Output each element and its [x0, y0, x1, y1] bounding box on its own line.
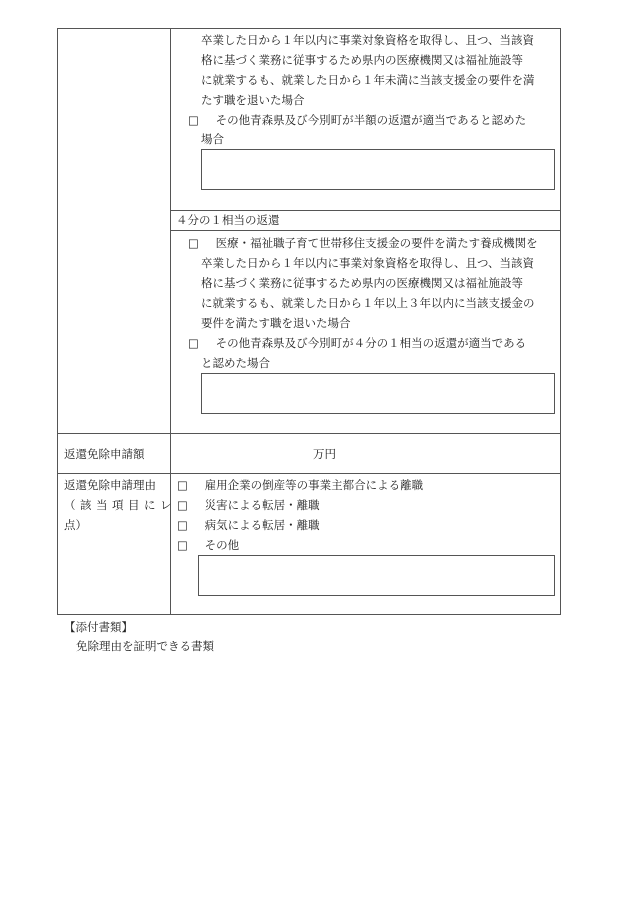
- half-other-reason-input[interactable]: [201, 149, 555, 190]
- reason-option-1: [177, 475, 423, 495]
- reason-option-3-label: 病気による転居・離職: [204, 518, 320, 532]
- attachments-heading: 【添付書類】: [64, 620, 133, 634]
- reason-option-2-label: 災害による転居・離職: [204, 498, 320, 512]
- reason-option-3: [177, 515, 320, 535]
- half-text-line-1: 卒業した日から１年以内に事業対象資格を取得し、且つ、当該資: [201, 33, 535, 47]
- quarter-option1-line-5: 要件を満たす職を退いた場合: [201, 316, 351, 330]
- table-left-border: [57, 28, 58, 615]
- table-top-border: [57, 28, 561, 29]
- quarter-header-bottom-border: [170, 230, 561, 231]
- quarter-option1-line-2: 卒業した日から１年以内に事業対象資格を取得し、且つ、当該資: [201, 256, 535, 270]
- reason-option-3-checkbox[interactable]: □: [177, 518, 188, 532]
- quarter-option1-line-4: に就業するも、就業した日から１年以上３年以内に当該支援金の: [201, 296, 535, 310]
- column-divider: [170, 28, 171, 615]
- quarter-option2: [188, 333, 526, 353]
- reason-other-input[interactable]: [198, 555, 555, 596]
- quarter-option2-checkbox[interactable]: □: [188, 336, 199, 350]
- half-other-checkbox[interactable]: □: [188, 113, 199, 127]
- quarter-option1-line-3: 格に基づく業務に従事するため県内の医療機関又は福祉施設等: [201, 276, 523, 290]
- half-other-option: [188, 110, 526, 130]
- reason-row-top-border: [57, 473, 561, 474]
- reason-option-2: [177, 495, 320, 515]
- reason-option-4-label: その他: [204, 538, 240, 552]
- table-bottom-border: [57, 614, 561, 615]
- reason-label-line-3: 点）: [64, 518, 87, 532]
- reason-option-1-label: 雇用企業の倒産等の事業主都合による離職: [204, 478, 424, 492]
- quarter-option2-line-2: と認めた場合: [201, 356, 270, 370]
- amount-unit: 万円: [313, 447, 336, 461]
- quarter-option1-label: 医療・福祉職子育て世帯移住支援金の要件を満たす養成機関を: [215, 236, 538, 250]
- half-other-label-line-2: 場合: [201, 132, 224, 146]
- half-other-label: その他青森県及び今別町が半額の返還が適当であると認めた: [215, 113, 527, 127]
- amount-label: 返還免除申請額: [64, 447, 145, 461]
- quarter-option2-label: その他青森県及び今別町が４分の１相当の返還が適当である: [215, 336, 527, 350]
- half-text-line-3: に就業するも、就業した日から１年未満に当該支援金の要件を満: [201, 73, 535, 87]
- reason-label-line-1: 返還免除申請理由: [64, 478, 156, 492]
- reason-option-1-checkbox[interactable]: □: [177, 478, 188, 492]
- reason-option-2-checkbox[interactable]: □: [177, 498, 188, 512]
- quarter-section-header: ４分の１相当の返還: [176, 213, 280, 227]
- half-text-line-2: 格に基づく業務に従事するため県内の医療機関又は福祉施設等: [201, 53, 523, 67]
- table-right-border: [560, 28, 561, 615]
- amount-row-top-border: [57, 433, 561, 434]
- quarter-other-reason-input[interactable]: [201, 373, 555, 414]
- reason-option-4: [177, 535, 239, 555]
- reason-label-line-2: （該当項目にレ: [64, 498, 176, 512]
- quarter-option1: [188, 233, 538, 253]
- reason-option-4-checkbox[interactable]: □: [177, 538, 188, 552]
- half-text-line-4: たす職を退いた場合: [201, 93, 305, 107]
- attachments-item: 免除理由を証明できる書類: [76, 639, 214, 653]
- quarter-option1-checkbox[interactable]: □: [188, 236, 199, 250]
